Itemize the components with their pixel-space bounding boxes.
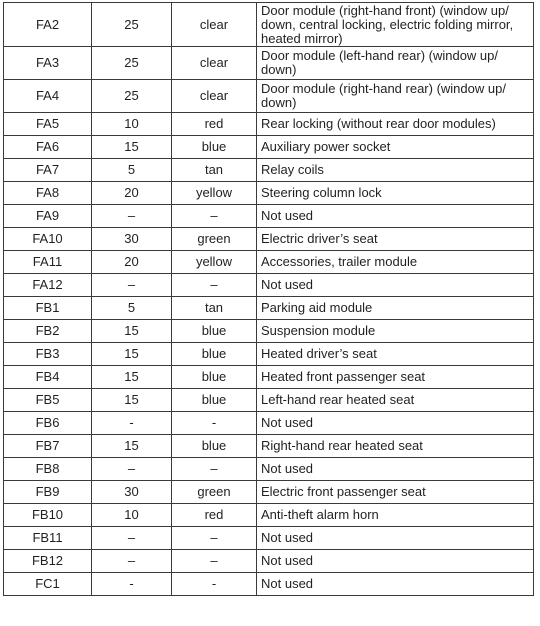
circuit-description-cell: Not used bbox=[257, 527, 534, 550]
table-row bbox=[4, 47, 534, 80]
fuse-color-cell: - bbox=[172, 573, 257, 596]
table-row bbox=[4, 205, 534, 228]
fuse-number-cell: FA8 bbox=[4, 182, 92, 205]
fuse-number-cell: FB4 bbox=[4, 366, 92, 389]
amperage-cell: 15 bbox=[92, 343, 172, 366]
fuse-color-cell: - bbox=[172, 412, 257, 435]
fuse-color-cell: green bbox=[172, 228, 257, 251]
fuse-color-cell: red bbox=[172, 113, 257, 136]
circuit-description-cell: Left-hand rear heated seat bbox=[257, 389, 534, 412]
fuse-color-cell: blue bbox=[172, 435, 257, 458]
amperage-cell: - bbox=[92, 573, 172, 596]
fuse-number-cell: FA10 bbox=[4, 228, 92, 251]
amperage-cell: – bbox=[92, 527, 172, 550]
fuse-number-cell: FA6 bbox=[4, 136, 92, 159]
table-row bbox=[4, 80, 534, 113]
fuse-number-cell: FB10 bbox=[4, 504, 92, 527]
amperage-cell: – bbox=[92, 458, 172, 481]
circuit-description-cell: Door module (left-hand rear) (window up/ down) bbox=[257, 47, 534, 80]
fuse-number-cell: FA2 bbox=[4, 3, 92, 47]
circuit-description-cell: Not used bbox=[257, 458, 534, 481]
fuse-number-cell: FB8 bbox=[4, 458, 92, 481]
fuse-color-cell: – bbox=[172, 205, 257, 228]
circuit-description-cell: Door module (right-hand rear) (window up/ down) bbox=[257, 80, 534, 113]
fuse-color-cell: blue bbox=[172, 343, 257, 366]
fuse-table bbox=[3, 2, 534, 596]
circuit-description-cell: Parking aid module bbox=[257, 297, 534, 320]
fuse-color-cell: – bbox=[172, 550, 257, 573]
circuit-description-cell: Suspension module bbox=[257, 320, 534, 343]
fuse-color-cell: tan bbox=[172, 297, 257, 320]
table-row bbox=[4, 182, 534, 205]
circuit-description-cell: Relay coils bbox=[257, 159, 534, 182]
table-row bbox=[4, 251, 534, 274]
table-row bbox=[4, 504, 534, 527]
fuse-color-cell: red bbox=[172, 504, 257, 527]
table-row bbox=[4, 366, 534, 389]
fuse-number-cell: FA11 bbox=[4, 251, 92, 274]
amperage-cell: 25 bbox=[92, 80, 172, 113]
amperage-cell: 20 bbox=[92, 251, 172, 274]
circuit-description-cell: Anti-theft alarm horn bbox=[257, 504, 534, 527]
table-row bbox=[4, 412, 534, 435]
fuse-color-cell: – bbox=[172, 458, 257, 481]
circuit-description-cell: Heated driver’s seat bbox=[257, 343, 534, 366]
fuse-color-cell: blue bbox=[172, 389, 257, 412]
table-row bbox=[4, 159, 534, 182]
circuit-description-cell: Auxiliary power socket bbox=[257, 136, 534, 159]
fuse-color-cell: – bbox=[172, 274, 257, 297]
table-row bbox=[4, 3, 534, 47]
amperage-cell: 15 bbox=[92, 389, 172, 412]
fuse-number-cell: FB6 bbox=[4, 412, 92, 435]
fuse-number-cell: FA12 bbox=[4, 274, 92, 297]
amperage-cell: 30 bbox=[92, 228, 172, 251]
fuse-number-cell: FA5 bbox=[4, 113, 92, 136]
amperage-cell: 15 bbox=[92, 136, 172, 159]
table-row bbox=[4, 527, 534, 550]
fuse-color-cell: blue bbox=[172, 320, 257, 343]
table-row bbox=[4, 228, 534, 251]
amperage-cell: 20 bbox=[92, 182, 172, 205]
circuit-description-cell: Not used bbox=[257, 412, 534, 435]
circuit-description-cell: Heated front passenger seat bbox=[257, 366, 534, 389]
circuit-description-cell: Accessories, trailer module bbox=[257, 251, 534, 274]
fuse-number-cell: FB1 bbox=[4, 297, 92, 320]
table-row bbox=[4, 458, 534, 481]
fuse-color-cell: – bbox=[172, 527, 257, 550]
fuse-number-cell: FB2 bbox=[4, 320, 92, 343]
amperage-cell: 30 bbox=[92, 481, 172, 504]
amperage-cell: – bbox=[92, 274, 172, 297]
fuse-number-cell: FA7 bbox=[4, 159, 92, 182]
circuit-description-cell: Not used bbox=[257, 274, 534, 297]
fuse-table-body bbox=[4, 3, 534, 596]
amperage-cell: - bbox=[92, 412, 172, 435]
fuse-number-cell: FB5 bbox=[4, 389, 92, 412]
amperage-cell: 10 bbox=[92, 504, 172, 527]
fuse-color-cell: tan bbox=[172, 159, 257, 182]
fuse-number-cell: FA9 bbox=[4, 205, 92, 228]
table-row bbox=[4, 550, 534, 573]
table-row bbox=[4, 297, 534, 320]
fuse-number-cell: FB11 bbox=[4, 527, 92, 550]
circuit-description-cell: Electric front passenger seat bbox=[257, 481, 534, 504]
circuit-description-cell: Not used bbox=[257, 573, 534, 596]
fuse-number-cell: FB12 bbox=[4, 550, 92, 573]
table-row bbox=[4, 136, 534, 159]
circuit-description-cell: Rear locking (without rear door modules) bbox=[257, 113, 534, 136]
fuse-number-cell: FB3 bbox=[4, 343, 92, 366]
amperage-cell: 25 bbox=[92, 47, 172, 80]
amperage-cell: 25 bbox=[92, 3, 172, 47]
fuse-color-cell: yellow bbox=[172, 182, 257, 205]
circuit-description-cell: Door module (right-hand front) (window up/ down, central locking, electric folding mirror, heated mirror) bbox=[257, 3, 534, 47]
table-row bbox=[4, 113, 534, 136]
fuse-color-cell: blue bbox=[172, 366, 257, 389]
table-row bbox=[4, 389, 534, 412]
fuse-number-cell: FA3 bbox=[4, 47, 92, 80]
amperage-cell: 10 bbox=[92, 113, 172, 136]
amperage-cell: 15 bbox=[92, 366, 172, 389]
circuit-description-cell: Steering column lock bbox=[257, 182, 534, 205]
fuse-color-cell: clear bbox=[172, 80, 257, 113]
table-row bbox=[4, 481, 534, 504]
amperage-cell: – bbox=[92, 205, 172, 228]
table-row bbox=[4, 435, 534, 458]
circuit-description-cell: Right-hand rear heated seat bbox=[257, 435, 534, 458]
fuse-number-cell: FB9 bbox=[4, 481, 92, 504]
circuit-description-cell: Electric driver’s seat bbox=[257, 228, 534, 251]
fuse-number-cell: FB7 bbox=[4, 435, 92, 458]
table-row bbox=[4, 320, 534, 343]
amperage-cell: 5 bbox=[92, 297, 172, 320]
fuse-color-cell: green bbox=[172, 481, 257, 504]
fuse-number-cell: FC1 bbox=[4, 573, 92, 596]
amperage-cell: – bbox=[92, 550, 172, 573]
amperage-cell: 15 bbox=[92, 320, 172, 343]
circuit-description-cell: Not used bbox=[257, 205, 534, 228]
table-row bbox=[4, 573, 534, 596]
fuse-color-cell: blue bbox=[172, 136, 257, 159]
fuse-color-cell: clear bbox=[172, 3, 257, 47]
circuit-description-cell: Not used bbox=[257, 550, 534, 573]
table-row bbox=[4, 343, 534, 366]
amperage-cell: 5 bbox=[92, 159, 172, 182]
fuse-color-cell: clear bbox=[172, 47, 257, 80]
amperage-cell: 15 bbox=[92, 435, 172, 458]
fuse-color-cell: yellow bbox=[172, 251, 257, 274]
table-row bbox=[4, 274, 534, 297]
fuse-number-cell: FA4 bbox=[4, 80, 92, 113]
